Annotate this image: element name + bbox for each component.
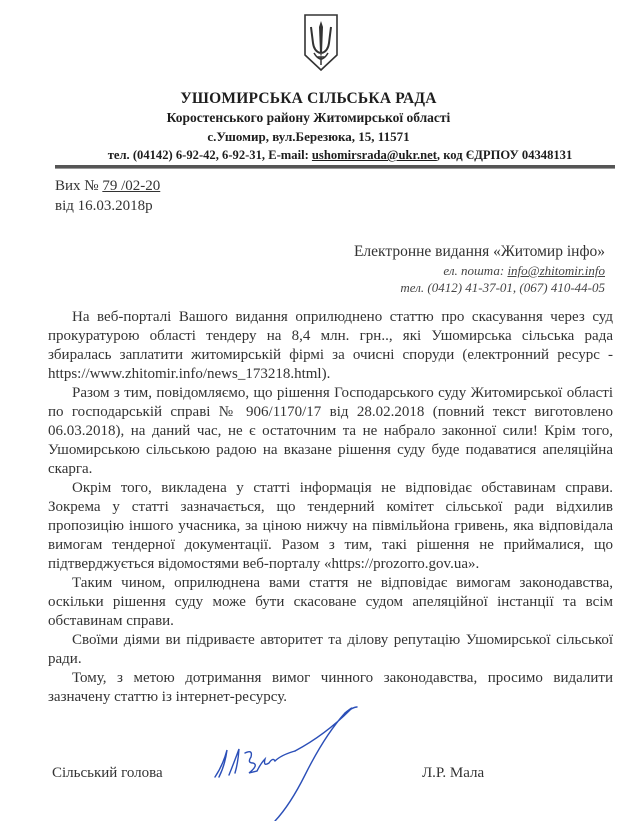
paragraph: Таким чином, оприлюднена вами стаття не відповідає вимогам законодавства, оскільки рішення суду може бути скасоване судом апеляційної інстанції та всім обставинам справи. [48,575,613,629]
paragraph: Тому, з метою дотримання вимог чинного законодавства, просимо видалити зазначену статтю із інтернет-ресурсу. [48,670,613,705]
letterhead-divider [55,165,615,169]
outgoing-label: Вих № [55,178,103,194]
addressee-phone: тел. (0412) 41-37-01, (067) 410-44-05 [400,280,605,295]
addressee-email-label: ел. пошта: [443,263,508,278]
outgoing-number [55,178,160,195]
paragraph: Окрім того, викладена у статті інформація не відповідає обставинам справи. Зокрема у статті зазначається, що тендерний комітет сільської ради відхилив пропозицію іншого учасника, за ціною нижчу на півмільйона гривень, яка відповідала вимогам тендерної документації. Разом з тим, такі рішення не приймалися, що підтверджується відомостями веб-порталу «https://prozorro.gov.ua». [48,480,613,572]
addressee-email-link[interactable]: info@zhitomir.info [507,263,605,278]
contacts-phone: тел. (04142) 6-92-42, 6-92-31, E-mail: [107,148,312,162]
outgoing-date: від 16.03.2018р [55,198,153,214]
paragraph: На веб-порталі Вашого видання оприлюднено статтю про скасування через суд прокуратурою області тендеру на 8,4 млн. грн.., які Ушомирська сільська рада збиралась заплатити житомирській фірмі за очисні споруди (електронний ресурс - https://www.zhitomir.info/news_173218.html). [48,309,613,382]
coat-of-arms-icon [302,13,340,73]
organization-email-link[interactable]: ushomirsrada@ukr.net [311,148,437,162]
contacts-code: , код ЄДРПОУ 04348131 [436,148,573,162]
organization-address: с.Ушомир, вул.Березюка, 15, 11571 [207,129,410,144]
signatory-title: Сільський голова [52,765,163,781]
handwritten-signature [205,705,385,821]
paragraph: Разом з тим, повідомляємо, що рішення Господарського суду Житомирської області по господарській справі № 906/1170/17 від 28.02.2018 (повний текст виготовлено 06.03.2018), на даний час, не є остаточним та не набрало законної сили! Крім того, Ушомирською сільською радою на вказане рішення суду буде подаватися апеляційна скарга. [48,385,613,477]
signatory-name: Л.Р. Мала [422,765,485,781]
addressee-email [443,263,605,279]
organization-contacts [60,148,617,163]
paragraph: Своїми діями ви підриваєте авторитет та ділову репутацію Ушомирської сільської ради. [48,632,613,667]
organization-district: Коростенського району Житомирської області [166,110,451,125]
organization-name: УШОМИРСЬКА СІЛЬСЬКА РАДА [180,90,437,107]
addressee-name: Електронне видання «Житомир інфо» [353,243,605,260]
letter-body [48,308,613,707]
outgoing-number-value: 79 /02-20 [102,178,161,194]
